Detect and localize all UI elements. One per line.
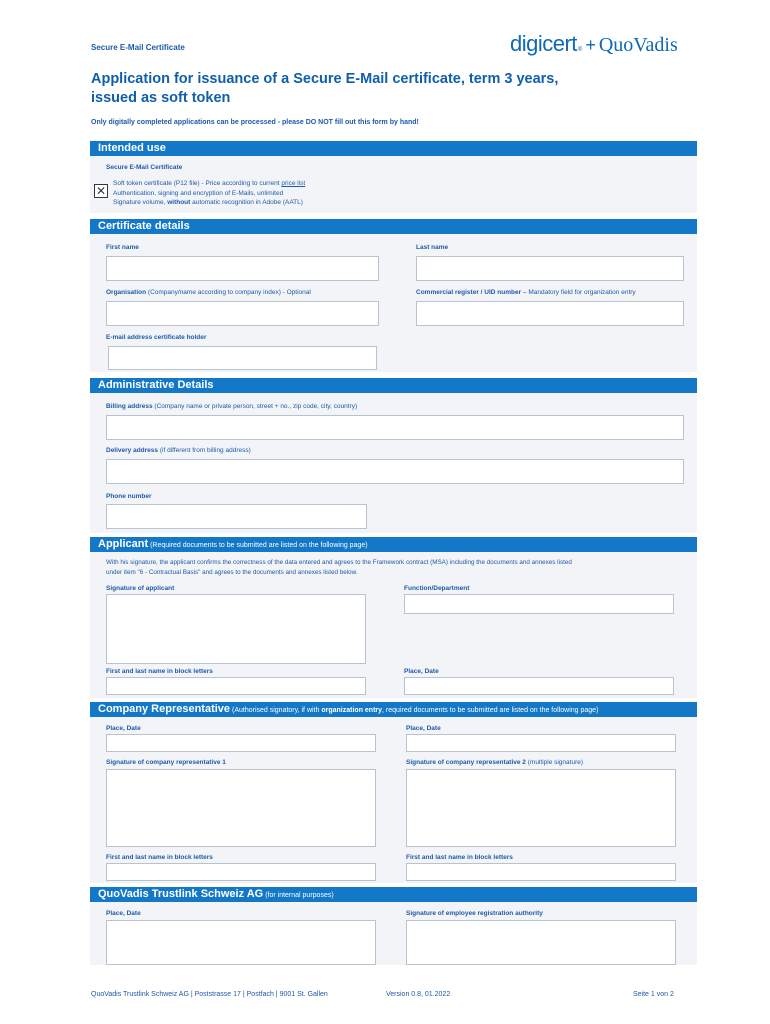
delivery-address-label: Delivery address (if different from billing address) [106, 447, 251, 454]
internal-place-date-field[interactable] [106, 920, 376, 965]
internal-signature-box[interactable] [406, 920, 676, 965]
last-name-field[interactable] [416, 256, 684, 281]
administrative-heading: Administrative Details [90, 378, 697, 393]
commercial-register-field[interactable] [416, 301, 684, 326]
company-rep-section [90, 702, 697, 883]
applicant-declaration: With his signature, the applicant confirms the correctness of the data entered and agrees to the Framework contract (MSA) including the documents and annexes listed under item "6 - Contractual Basis" and agrees to the documents and annexes listed below. [106, 559, 572, 576]
function-label: Function/Department [404, 585, 470, 592]
footer-address: QuoVadis Trustlink Schweiz AG | Poststrasse 17 | Postfach | 9001 St. Gallen [91, 991, 328, 998]
applicant-section [90, 537, 697, 698]
soft-token-checkbox[interactable]: ✕ [95, 184, 107, 198]
last-name-label: Last name [416, 244, 449, 251]
form-note: Only digitally completed applications can be processed - please DO NOT fill out this form by hand! [91, 119, 419, 126]
intended-use-heading: Intended use [90, 141, 697, 156]
email-field[interactable] [108, 346, 377, 370]
title-line-2: issued as soft token [91, 90, 231, 106]
rep2-place-date-label: Place, Date [406, 725, 441, 732]
first-name-label: First name [106, 244, 139, 251]
organisation-label: Organisation (Company/name according to company index) - Optional [106, 289, 311, 296]
rep1-name-label: First and last name in block letters [106, 854, 213, 861]
applicant-place-date-field[interactable] [404, 677, 674, 695]
rep2-name-label: First and last name in block letters [406, 854, 513, 861]
rep2-name-field[interactable] [406, 863, 676, 881]
rep1-signature-label: Signature of company representative 1 [106, 759, 226, 766]
company-logo: digicert ® + QuoVadis [510, 31, 678, 56]
certificate-details-heading: Certificate details [90, 219, 697, 234]
billing-address-field[interactable] [106, 415, 684, 440]
rep2-signature-box[interactable] [406, 769, 676, 847]
footer-page: Seite 1 von 2 [633, 991, 674, 998]
intended-use-subheading: Secure E-Mail Certificate [106, 164, 183, 171]
quovadis-internal-section [90, 887, 697, 965]
internal-place-date-label: Place, Date [106, 910, 141, 917]
applicant-signature-label: Signature of applicant [106, 585, 175, 592]
rep1-name-field[interactable] [106, 863, 376, 881]
footer-version: Version 0.8, 01.2022 [386, 991, 451, 998]
first-name-field[interactable] [106, 256, 379, 281]
internal-signature-label: Signature of employee registration authority [406, 910, 543, 917]
document-label: Secure E-Mail Certificate [91, 43, 185, 52]
applicant-heading: Applicant (Required documents to be submitted are listed on the following page) [90, 537, 697, 552]
billing-address-label: Billing address (Company name or private person, street + no., zip code, city, country) [106, 403, 358, 410]
rep1-signature-box[interactable] [106, 769, 376, 847]
quovadis-logo-text: QuoVadis [598, 34, 678, 56]
intended-use-section [90, 141, 697, 213]
applicant-name-label: First and last name in block letters [106, 668, 213, 675]
delivery-address-field[interactable] [106, 459, 684, 484]
organisation-field[interactable] [106, 301, 379, 326]
function-field[interactable] [404, 594, 674, 614]
title-line-1: Application for issuance of a Secure E-Mail certificate, term 3 years, [91, 71, 559, 87]
applicant-place-date-label: Place, Date [404, 668, 439, 675]
logo-plus: + [585, 35, 596, 55]
applicant-name-field[interactable] [106, 677, 366, 695]
company-rep-heading: Company Representative (Authorised signatory, if with organization entry, required documents to be submitted are listed on the following page) [90, 702, 697, 717]
rep2-place-date-field[interactable] [406, 734, 676, 752]
applicant-signature-box[interactable] [106, 594, 366, 664]
price-list-link[interactable]: price list [281, 180, 306, 187]
commercial-register-label: Commercial register / UID number – Mandatory field for organization entry [416, 289, 636, 296]
page-title [91, 70, 651, 108]
rep1-place-date-label: Place, Date [106, 725, 141, 732]
phone-label: Phone number [106, 493, 152, 500]
digicert-logo-text: digicert [510, 31, 577, 56]
quovadis-internal-heading: QuoVadis Trustlink Schweiz AG (for internal purposes) [90, 887, 697, 902]
rep1-place-date-field[interactable] [106, 734, 376, 752]
email-label: E-mail address certificate holder [106, 334, 207, 341]
rep2-signature-label: Signature of company representative 2 (multiple signature) [406, 759, 584, 766]
administrative-section [90, 378, 697, 533]
certificate-details-section [90, 219, 697, 372]
phone-field[interactable] [106, 504, 367, 529]
intended-use-description: Soft token certificate (P12 file) - Price according to current price list Authentication, signing and encryption of E-Mails, unlimited Signature volume, without automatic recognition in Adobe (AATL) [113, 180, 306, 206]
